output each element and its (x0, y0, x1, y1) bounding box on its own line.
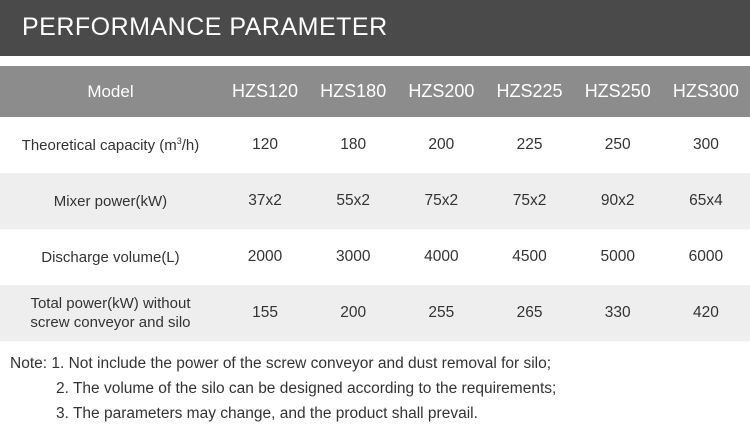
table-row (0, 229, 750, 285)
table-row (0, 285, 750, 341)
table-cell: 55x2 (336, 192, 370, 209)
row-label-total-power (0, 285, 221, 341)
table-cell: 255 (428, 304, 455, 321)
table-cell: 180 (340, 136, 367, 153)
table-cell: 420 (692, 304, 719, 321)
table-cell: 250 (604, 136, 631, 153)
table-row (0, 117, 750, 173)
table-cell: 4500 (512, 248, 547, 265)
row-label-capacity (0, 117, 221, 173)
model-header: HZS250 (584, 81, 651, 101)
table-cell: 155 (252, 304, 278, 321)
model-header: HZS300 (672, 81, 739, 101)
table-cell: 3000 (335, 248, 371, 265)
table-row (0, 173, 750, 229)
page-title: PERFORMANCE PARAMETER (22, 13, 388, 41)
header-gap (0, 56, 750, 66)
total-power-label-line2: screw conveyor and silo (30, 314, 191, 331)
table-cell: 2000 (247, 248, 283, 265)
table-cell: 90x2 (600, 192, 635, 209)
header-bar (0, 0, 750, 56)
model-header: HZS180 (320, 81, 387, 101)
table-cell: 75x2 (424, 192, 459, 209)
model-column-header: Model (87, 81, 134, 101)
note-line-2: 2. The volume of the silo can be designed according to the requirements; (56, 380, 557, 397)
model-header: HZS200 (408, 81, 475, 101)
table-cell: 37x2 (248, 192, 282, 209)
notes (10, 351, 745, 426)
row-label-discharge-volume: Discharge volume(L) (41, 248, 180, 266)
model-header: HZS120 (232, 81, 299, 101)
capacity-label-text: Theoretical capacity (m (21, 136, 177, 154)
table-cell: 330 (604, 304, 631, 321)
table-cell: 120 (252, 136, 278, 153)
table-cell: 4000 (424, 248, 459, 265)
table-cell: 65x4 (689, 192, 723, 209)
note-line-1: Note: 1. Not include the power of the screw conveyor and dust removal for silo; (10, 355, 552, 372)
model-header: HZS225 (496, 81, 563, 101)
table-header-row (0, 66, 750, 117)
capacity-label-suffix: /h) (181, 136, 200, 154)
table-cell: 200 (428, 136, 455, 153)
table-cell: 225 (516, 136, 543, 153)
table-cell: 265 (516, 304, 543, 321)
total-power-label-line1: Total power(kW) without (30, 295, 191, 312)
capacity-label-sup: 3 (176, 135, 182, 146)
table-cell: 200 (340, 304, 367, 321)
row-label-mixer-power: Mixer power(kW) (53, 192, 168, 210)
table-cell: 6000 (688, 248, 724, 265)
table-cell: 75x2 (512, 192, 547, 209)
table-cell: 300 (692, 136, 719, 153)
performance-table (0, 66, 750, 341)
note-line-3: 3. The parameters may change, and the product shall prevail. (56, 405, 478, 422)
table-cell: 5000 (600, 248, 635, 265)
